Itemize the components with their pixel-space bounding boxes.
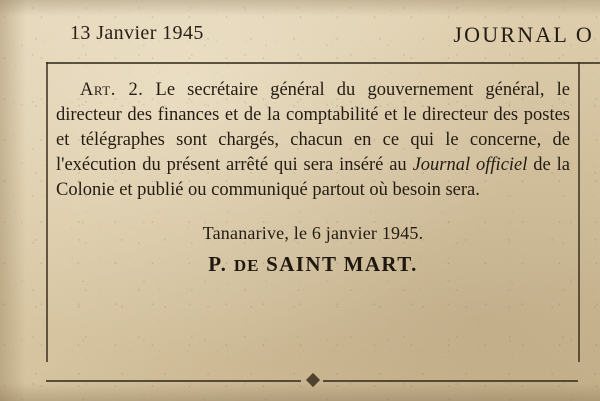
signature-line [56, 252, 570, 277]
signature-surname: SAINT MART. [266, 252, 418, 276]
journal-officiel-title: Journal officiel [412, 155, 528, 175]
article-number-label: Art. 2. [80, 80, 144, 100]
signature-initial: P. [208, 252, 228, 276]
column-rule-right [578, 62, 580, 362]
article-text-before-title: Le secrétaire général du gouvernement général, le directeur des finances et de la comptabilité et le directeur des postes et télégraphes sont chargés, chacun en ce qui le concerne, de l'exécution du présent arrêté qui sera inséré au [56, 80, 570, 175]
article-text-after-title: de la Colonie et publié ou communiqué partout où besoin sera. [56, 155, 570, 200]
masthead-title: JOURNAL O [453, 22, 594, 47]
separator-rule-left [46, 380, 301, 382]
place-and-date-line: Tananarive, le 6 janvier 1945. [202, 223, 424, 243]
issue-date: 13 Janvier 1945 [70, 22, 204, 44]
signature-particle: DE [233, 256, 260, 275]
diamond-ornament-icon [306, 373, 320, 387]
page-header [0, 22, 600, 56]
column-rule-left [46, 62, 48, 362]
article-column [56, 78, 570, 277]
scan-shadow-top [0, 0, 600, 16]
separator-rule-right [323, 380, 578, 382]
article-paragraph [56, 78, 570, 203]
bottom-separator [46, 374, 578, 388]
scan-shadow-left [0, 0, 26, 401]
header-rule [46, 62, 600, 64]
